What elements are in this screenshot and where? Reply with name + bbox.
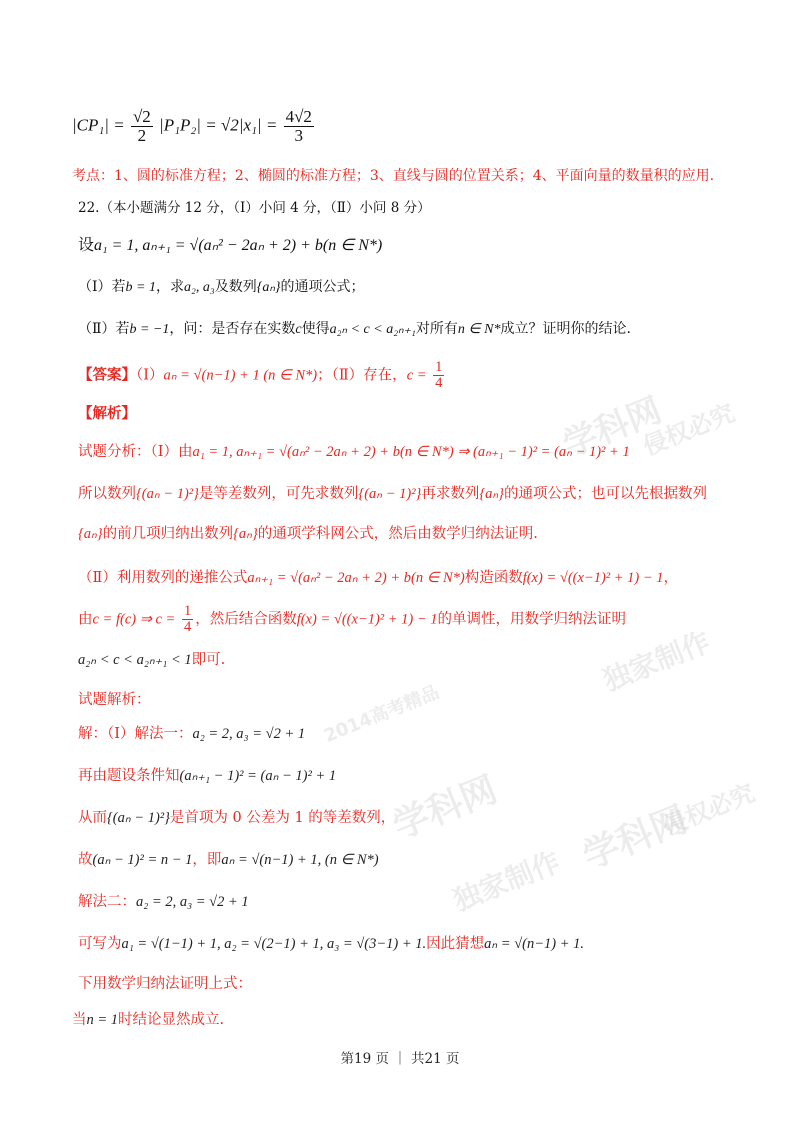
- top-formula: [72, 108, 800, 145]
- solution-line-6: 可写为a₁ = √(1−1) + 1, a₂ = √(2−1) + 1, a₃ = √(3−1) + 1.因此猜想aₙ = √(n−1) + 1.: [78, 936, 585, 952]
- page-footer: 第19 页 ｜ 共21 页: [340, 1051, 460, 1067]
- solution-line-8: 当n = 1时结论显然成立.: [72, 1012, 225, 1028]
- watermark-dujia-1: 独家制作: [598, 625, 715, 698]
- watermark-dujia-2: 独家制作: [448, 845, 565, 918]
- analysis-line-4: （Ⅱ）利用数列的递推公式aₙ₊₁ = √(aₙ² − 2aₙ + 2) + b(n ∈ N*)构造函数f(x) = √((x−1)² + 1) − 1，: [78, 570, 679, 586]
- formula-lhs: |CP₁| =: [72, 115, 125, 135]
- watermark-xuekewang-1: 学科网: [557, 390, 668, 466]
- problem-part1: （Ⅰ）若b = 1，求a₂, a₃及数列{aₙ}的通项公式；: [78, 279, 365, 295]
- watermark-qinquan-2: 侵权必究: [659, 778, 759, 841]
- solution-line-2: 再由题设条件知(aₙ₊₁ − 1)² = (aₙ − 1)² + 1: [78, 768, 337, 784]
- solution-line-1: 解：（Ⅰ）解法一：a₂ = 2, a₃ = √2 + 1: [78, 726, 306, 742]
- jiexi-tag: 【解析】: [78, 405, 136, 422]
- problem-given: 设a₁ = 1, aₙ₊₁ = √(aₙ² − 2aₙ + 2) + b(n ∈ N*): [78, 235, 383, 254]
- solution-line-5: 解法二：a₂ = 2, a₃ = √2 + 1: [78, 894, 249, 910]
- fraction: $\frac{√2}{2}$: [132, 107, 151, 145]
- formula-mid: |P₁P₂| = √2|x₁| =: [159, 115, 278, 135]
- solution-header: 试题解析：: [78, 692, 151, 708]
- solution-line-7: 下用数学归纳法证明上式：: [78, 976, 252, 992]
- kaodian-line: 考点：1、圆的标准方程；2、椭圆的标准方程；3、直线与圆的位置关系；4、平面向量的数量积的应用.: [72, 168, 715, 184]
- problem-header: 22.（本小题满分 12 分，（Ⅰ）小问 4 分，（Ⅱ）小问 8 分）: [78, 200, 431, 216]
- watermark-xuekewang-2: 学科网: [387, 769, 503, 848]
- problem-part2: （Ⅱ）若b = −1，问：是否存在实数c使得a₂ₙ < c < a₂ₙ₊₁对所有n ∈ N*成立？证明你的结论.: [78, 321, 631, 337]
- solution-line-4: 故(aₙ − 1)² = n − 1，即aₙ = √(n−1) + 1, (n ∈ N*): [78, 852, 379, 868]
- analysis-line-3: {aₙ}的前几项归纳出数列{aₙ}的通项学科网公式，然后由数学归纳法证明.: [78, 526, 538, 542]
- fraction: $\frac{1}{4}$: [435, 359, 443, 392]
- analysis-line-6: a₂ₙ < c < a₂ₙ₊₁ < 1即可.: [78, 652, 226, 668]
- fraction: $\frac{4√2}{3}$: [285, 107, 312, 145]
- analysis-line-1: 试题分析：（Ⅰ）由a₁ = 1, aₙ₊₁ = √(aₙ² − 2aₙ + 2) + b(n ∈ N*) ⇒ (aₙ₊₁ − 1)² = (aₙ − 1)² + 1: [78, 444, 630, 460]
- answer-line: 【答案】（Ⅰ）aₙ = √(n−1) + 1 (n ∈ N*)；（Ⅱ）存在，c = $\frac{1}{4}$: [78, 359, 443, 392]
- given-formula: a₁ = 1, aₙ₊₁ = √(aₙ² − 2aₙ + 2) + b(n ∈ N*): [94, 237, 383, 254]
- watermark-year-1: 2014高考精品: [321, 681, 443, 747]
- fraction: $\frac{1}{4}$: [183, 603, 192, 636]
- solution-line-3: 从而{(aₙ − 1)²}是首项为 0 公差为 1 的等差数列，: [78, 810, 396, 826]
- answer-tag: 【答案】: [78, 366, 136, 384]
- watermark-qinquan-1: 侵权必究: [639, 398, 739, 461]
- analysis-line-2: 所以数列{(aₙ − 1)²}是等差数列，可先求数列{(aₙ − 1)²}再求数列{aₙ}的通项公式；也可以先根据数列: [78, 486, 707, 502]
- analysis-line-5: 由c = f(c) ⇒ c = $\frac{1}{4}$ ，然后结合函数f(x) = √((x−1)² + 1) − 1的单调性，用数学归纳法证明: [78, 603, 627, 636]
- watermark-xuekewang-3: 学科网: [577, 799, 693, 878]
